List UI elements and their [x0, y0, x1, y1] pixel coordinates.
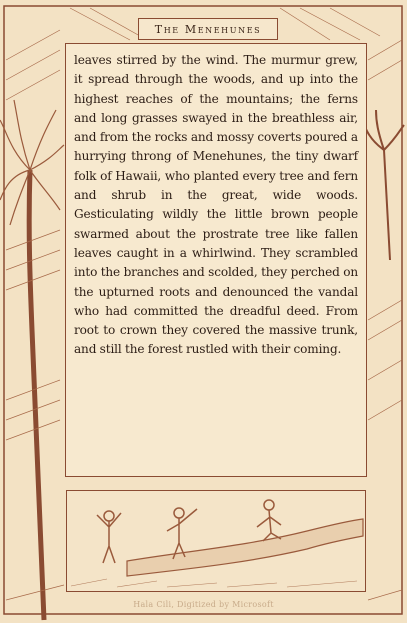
illustration-ground [71, 579, 357, 587]
menehune-figure-3 [257, 500, 281, 541]
menehune-figure-1 [97, 511, 121, 563]
fallen-trunk [127, 519, 363, 576]
body-paragraph: leaves stirred by the wind. The murmur grew, it spread through the woods, and up into the highest reaches of the mountains; the ferns and long grasses swayed in the breathless air, and from the rocks and mossy coverts poured a hurrying throng of Menehunes, the tiny dwarf folk of Hawaii, who planted every tree and fern and shrub in the great, wide woods. Gesticulating wildly the little brown people swarmed about the prostrate tree like fallen leaves caught in a whirlwind. They scrambled into the branches and scolded, they perched on the upturned roots and denounced the vandal who had committed the dreadful deed. From root to crown they covered the massive trunk, and still the forest rustled with their coming. [74, 53, 358, 357]
page-title: The Menehunes [154, 22, 262, 36]
menehunes-on-trunk-illustration [67, 491, 365, 591]
palm-tree-left [29, 170, 44, 620]
hatched-hills-right [368, 40, 402, 420]
palm-fronds-left [0, 100, 64, 225]
text-panel [65, 43, 367, 477]
running-header [138, 18, 278, 40]
watermark-caption: Hala Cili, Digitized by Microsoft [133, 600, 274, 609]
illustration-panel [66, 490, 366, 592]
palm-trees-right [362, 110, 404, 260]
